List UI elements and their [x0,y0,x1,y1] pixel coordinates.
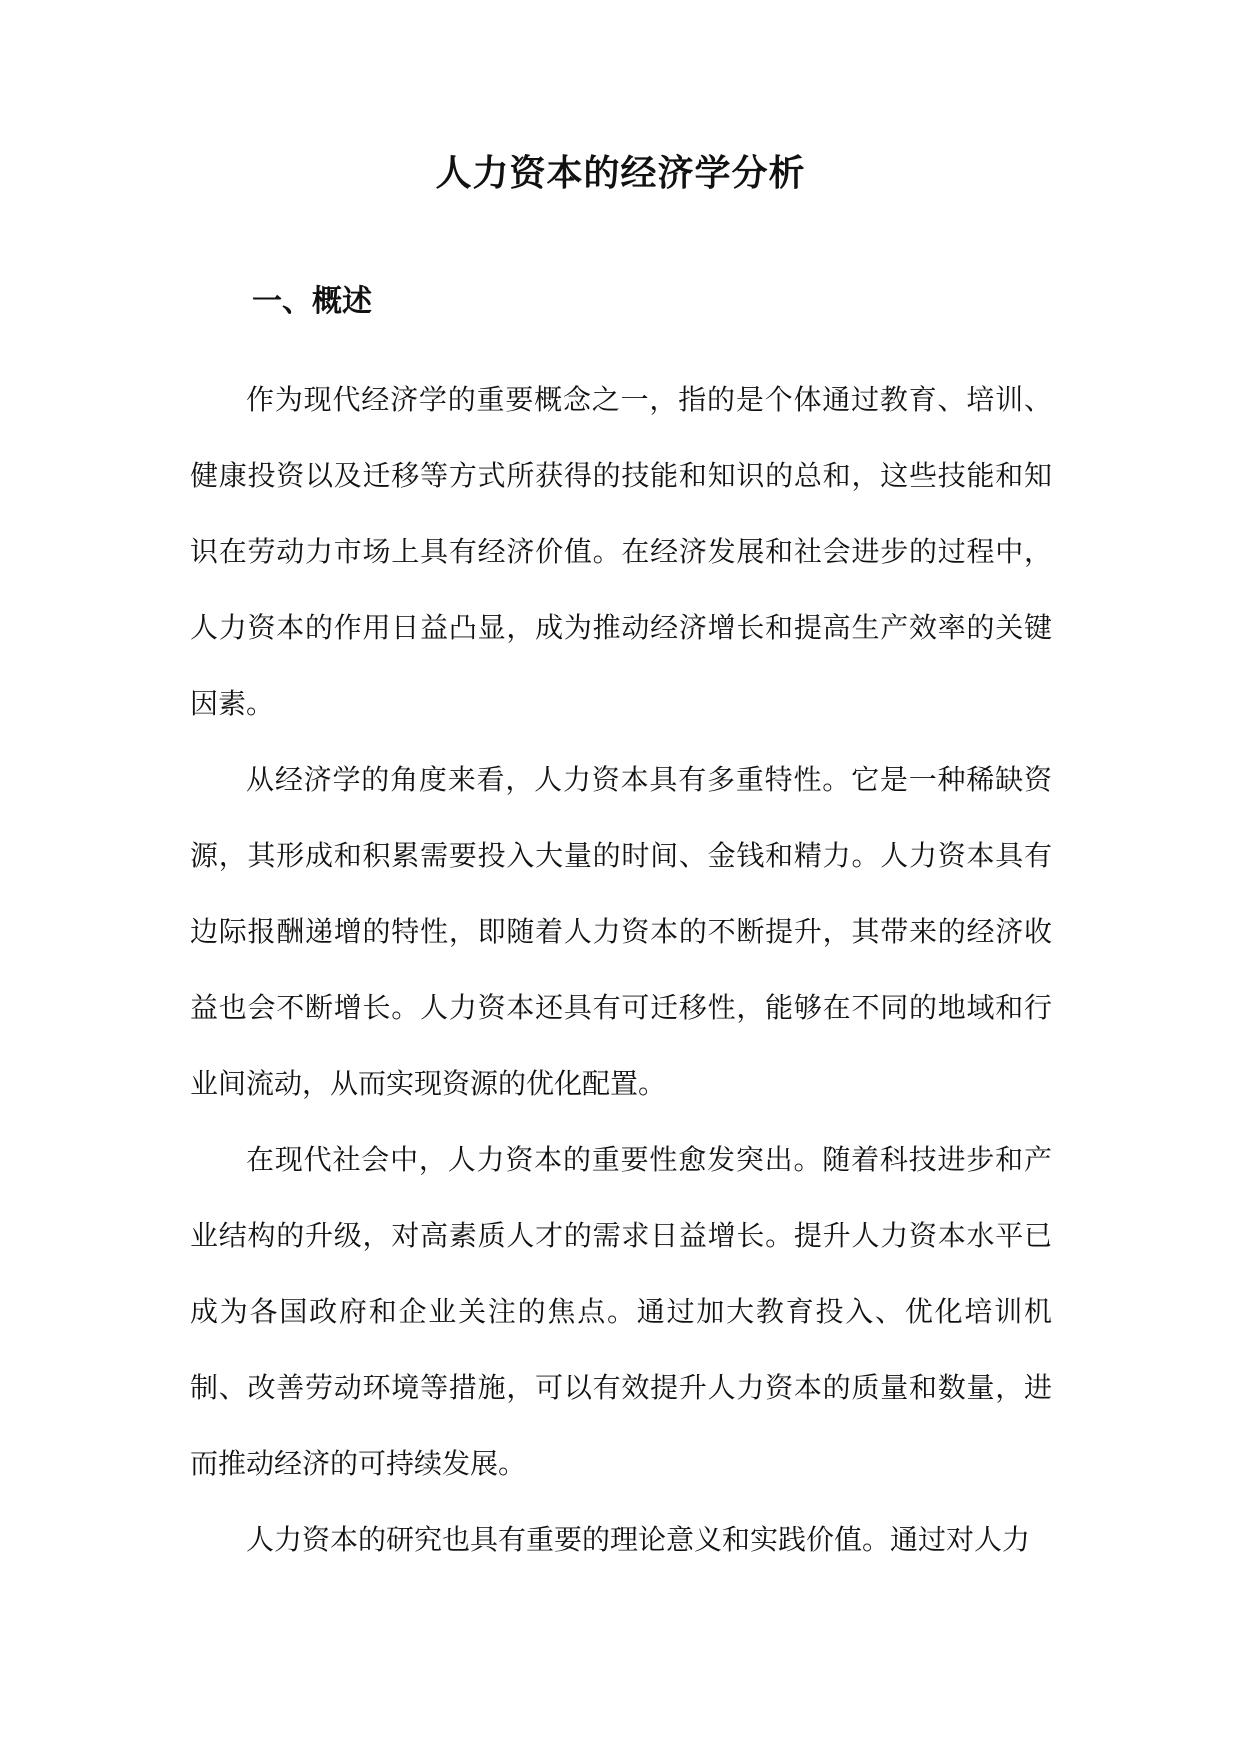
section-heading: 一、概述 [252,284,372,319]
section-body [190,362,1052,1578]
paragraph-1: 作为现代经济学的重要概念之一，指的是个体通过教育、培训、健康投资以及迁移等方式所获得的技能和知识的总和，这些技能和知识在劳动力市场上具有经济价值。在经济发展和社会进步的过程中，人力资本的作用日益凸显，成为推动经济增长和提高生产效率的关键因素。 [190,383,1052,720]
paragraph-2: 从经济学的角度来看，人力资本具有多重特性。它是一种稀缺资源，其形成和积累需要投入大量的时间、金钱和精力。人力资本具有边际报酬递增的特性，即随着人力资本的不断提升，其带来的经济收益也会不断增长。人力资本还具有可迁移性，能够在不同的地域和行业间流动，从而实现资源的优化配置。 [190,763,1052,1100]
document-title: 人力资本的经济学分析 [435,152,806,194]
paragraph-4: 人力资本的研究也具有重要的理论意义和实践价值。通过对人力 [246,1523,1031,1556]
paragraph-3: 在现代社会中，人力资本的重要性愈发突出。随着科技进步和产业结构的升级，对高素质人才的需求日益增长。提升人力资本水平已成为各国政府和企业关注的焦点。通过加大教育投入、优化培训机制、改善劳动环境等措施，可以有效提升人力资本的质量和数量，进而推动经济的可持续发展。 [190,1143,1052,1480]
